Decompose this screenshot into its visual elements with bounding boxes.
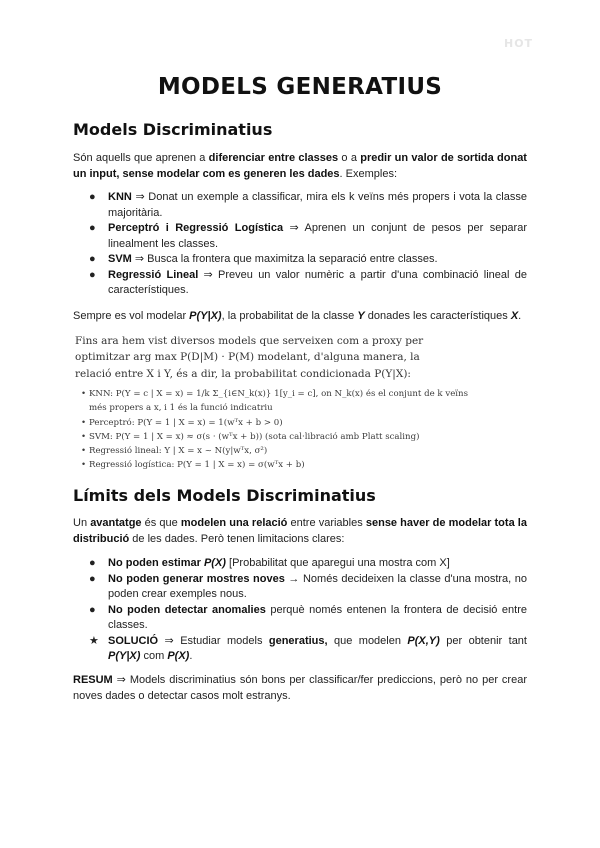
bullet-icon: ● xyxy=(89,222,96,234)
image-line: Fins ara hem vist diversos models que serveixen com a proxy per xyxy=(75,335,424,347)
list-item: ● No poden detectar anomalies perquè només entenen la frontera de decisió entre classes. xyxy=(89,603,527,631)
bullet-icon: ● xyxy=(89,268,96,281)
examples-list xyxy=(73,190,527,299)
bullet-icon: ● xyxy=(89,557,96,569)
intro-paragraph: Són aquells que aprenen a diferenciar entre classes o a predir un valor de sortida donat un input, sense modelar com es generen les dades. Exemples: xyxy=(73,152,527,180)
limits-intro-paragraph: Un avantatge és que modelen una relació entre variables sense haver de modelar tota la distribució de les dades. Però tenen limitacions clares: xyxy=(73,517,527,545)
image-item: • KNN: P(Y = c | X = x) = 1/k Σ_{i∈N_k(x)} 1[y_i = c], on N_k(x) és el conjunt de k veïns xyxy=(81,389,468,399)
summary-paragraph: Sempre es vol modelar P(Y|X), la probabilitat de la classe Y donades les característiques X. xyxy=(73,310,522,322)
list-item: ● No poden generar mostres noves → Només decideixen la classe d'una mostra, no poden crear exemples nous. xyxy=(89,572,528,600)
image-item: • SVM: P(Y = 1 | X = x) ≈ σ(s · (wᵀx + b)) (sota cal·libració amb Platt scaling) xyxy=(81,432,420,442)
image-line: optimitzar arg max P(D|M) · P(M) modelant, d'alguna manera, la xyxy=(75,351,420,363)
section-heading-discriminative: Models Discriminatius xyxy=(73,120,273,139)
resum-paragraph: RESUM ⇒ Models discriminatius són bons per classificar/fer prediccions, però no per crear noves dades o detectar casos molt estranys. xyxy=(73,674,527,702)
bullet-icon: ● xyxy=(89,253,96,265)
bullet-icon: ● xyxy=(89,603,96,616)
image-item: • Perceptró: P(Y = 1 | X = x) = 1(wᵀx + b > 0) xyxy=(81,418,283,428)
star-icon: ★ xyxy=(89,634,99,647)
image-item: • Regressió logística: P(Y = 1 | X = x) = σ(wᵀx + b) xyxy=(81,460,305,470)
embedded-formula-image xyxy=(73,333,468,471)
watermark: HOT xyxy=(504,37,534,50)
bullet-icon: ● xyxy=(89,191,96,203)
bullet-icon: ● xyxy=(89,572,96,585)
section-heading-limits: Límits dels Models Discriminatius xyxy=(73,486,376,505)
image-item-continuation: més propers a x, i 1 és la funció indicatriu xyxy=(89,403,273,413)
image-line: relació entre X i Y, és a dir, la probabilitat condicionada P(Y|X): xyxy=(75,368,411,380)
image-item: • Regressió lineal: Y | X = x ~ N(y|wᵀx, σ²) xyxy=(81,446,268,456)
list-item: ● Perceptró i Regressió Logística ⇒ Aprenen un conjunt de pesos per separar linealment les classes. xyxy=(89,222,527,250)
list-item: ● No poden estimar P(X) [Probabilitat que aparegui una mostra com X] xyxy=(73,556,527,572)
page-title: MODELS GENERATIUS xyxy=(157,74,443,100)
list-item: ● KNN ⇒ Donat un exemple a classificar, mira els k veïns més propers i vota la classe majoritària. xyxy=(89,191,527,219)
limits-list xyxy=(73,556,527,665)
list-item: ● Regressió Lineal ⇒ Preveu un valor numèric a partir d'una combinació lineal de característiques. xyxy=(89,268,527,296)
list-item: ● SVM ⇒ Busca la frontera que maximitza la separació entre classes. xyxy=(73,252,527,268)
solution-item: ★ SOLUCIÓ ⇒ Estudiar models generatius, que modelen P(X,Y) per obtenir tant P(Y|X) com P(X). xyxy=(89,634,527,662)
